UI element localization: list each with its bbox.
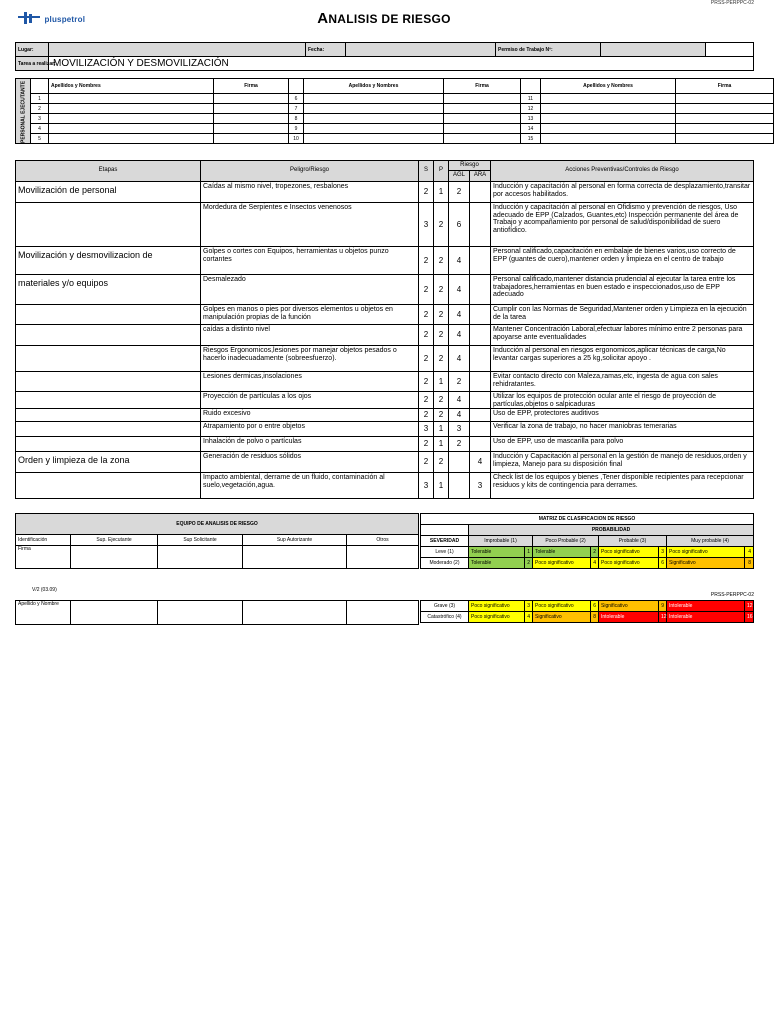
ara-cell — [470, 247, 491, 275]
accion-cell: Inducción y capacitación al personal en Ofidismo y prevención de riesgos, Uso adecuado de EPP (Calzados, Guantes,etc) Inspección permanente del área de Trabajo y acompañamiento por personal de salud/disponibilidad de suero antiofídico. — [491, 203, 754, 247]
matriz-cell-label: Tolerable — [469, 547, 525, 558]
severidad-value: Moderado (2) — [421, 558, 469, 569]
severidad-label: SEVERIDAD — [421, 536, 469, 547]
risk-row — [16, 372, 754, 392]
matriz-cell-label: Poco significativo — [469, 612, 525, 623]
peligro-cell: caídas a distinto nivel — [201, 325, 419, 346]
equipo-col-solicitante: Sup Solicitante — [158, 535, 243, 546]
agl-cell: 4 — [449, 247, 470, 275]
peligro-cell: Riesgos Ergonomicos,lesiones por manejar objetos pesados o hacerlo inadecuadamente (sobreesfuerzo). — [201, 346, 419, 372]
severidad-cell: 2 — [419, 346, 434, 372]
etapa-cell — [16, 203, 201, 247]
personal-table — [15, 78, 774, 144]
risk-row — [16, 422, 754, 437]
col-name-2: Apellidos y Nombres — [304, 79, 444, 94]
matriz-cell-label: Tolerable — [533, 547, 591, 558]
probabilidad-cell: 2 — [434, 452, 449, 473]
peligro-cell: Inhalación de polvo o partículas — [201, 437, 419, 452]
severidad-cell: 2 — [419, 392, 434, 409]
matriz-cell-label: Significativo — [667, 558, 745, 569]
probabilidad-cell: 2 — [434, 392, 449, 409]
matriz-cell-value: 6 — [591, 601, 599, 612]
matriz-table-bottom — [420, 600, 754, 623]
risk-row — [16, 203, 754, 247]
tarea-label: Tarea a realizar: — [16, 57, 49, 71]
risk-row — [16, 409, 754, 422]
ara-cell — [470, 305, 491, 325]
accion-cell: Cumplir con las Normas de Seguridad,Mantener orden y Limpieza en la ejecución de la tarea — [491, 305, 754, 325]
equipo-col-ejecutante: Sup. Ejecutante — [71, 535, 158, 546]
risk-row — [16, 346, 754, 372]
personal-row: 3 8 13 — [16, 114, 774, 124]
ara-cell — [470, 275, 491, 305]
matriz-cell-value: 1 — [525, 547, 533, 558]
probabilidad-cell: 2 — [434, 305, 449, 325]
etapa-cell — [16, 437, 201, 452]
severidad-cell: 2 — [419, 452, 434, 473]
etapa-cell — [16, 422, 201, 437]
accion-cell: Evitar contacto directo con Maleza,ramas,etc, ingesta de agua con sales rehidratantes. — [491, 372, 754, 392]
matriz-row — [421, 612, 754, 623]
matriz-cell-value: 4 — [525, 612, 533, 623]
matriz-cell-label: Poco significativo — [533, 601, 591, 612]
agl-cell: 3 — [449, 422, 470, 437]
page-title: ANALISIS DE RIESGO — [317, 10, 451, 27]
doc-reference-2: PRSS-PERPPC-02 — [710, 592, 754, 598]
risk-table — [15, 160, 754, 499]
col-firma-2: Firma — [444, 79, 521, 94]
ara-cell — [470, 325, 491, 346]
matriz-cell-label: Intolerable — [599, 612, 659, 623]
ara-cell — [470, 346, 491, 372]
ara-cell — [470, 437, 491, 452]
matriz-cell-label: Tolerable — [469, 558, 525, 569]
severidad-cell: 3 — [419, 203, 434, 247]
severidad-cell: 2 — [419, 372, 434, 392]
severidad-cell: 2 — [419, 305, 434, 325]
severidad-cell: 3 — [419, 422, 434, 437]
accion-cell: Inducción y Capacitación al personal en la gestión de manejo de residuos,orden y limpieza, Manejo para su disposición final — [491, 452, 754, 473]
personal-row: 1 6 11 — [16, 94, 774, 104]
etapa-cell: Movilización y desmovilizacion de — [16, 247, 201, 275]
accion-cell: Inducción al personal en riesgos ergonomicos,aplicar técnicas de carga,No levantar cargas superiores a 25 kg,solicitar apoyo . — [491, 346, 754, 372]
severidad-cell: 2 — [419, 409, 434, 422]
col-firma-1: Firma — [214, 79, 289, 94]
matriz-cell-label: Significativo — [599, 601, 659, 612]
lugar-field[interactable] — [49, 43, 306, 57]
etapa-cell — [16, 409, 201, 422]
peligro-cell: Atrapamiento por o entre objetos — [201, 422, 419, 437]
agl-cell: 4 — [449, 275, 470, 305]
matriz-cell-value: 3 — [659, 547, 667, 558]
matriz-cell-value: 4 — [591, 558, 599, 569]
matriz-row — [421, 547, 754, 558]
risk-row — [16, 437, 754, 452]
etapa-cell — [16, 305, 201, 325]
probabilidad-cell: 1 — [434, 372, 449, 392]
apellido-label: Apellido y Nombre — [16, 601, 71, 625]
agl-cell: 4 — [449, 325, 470, 346]
etapa-cell — [16, 372, 201, 392]
agl-cell: 4 — [449, 305, 470, 325]
risk-row — [16, 305, 754, 325]
ara-cell — [470, 392, 491, 409]
matriz-cell-value: 2 — [525, 558, 533, 569]
ara-cell — [470, 422, 491, 437]
severidad-cell: 2 — [419, 182, 434, 203]
severidad-value: Grave (3) — [421, 601, 469, 612]
agl-cell: 2 — [449, 437, 470, 452]
header-etapas: Etapas — [16, 161, 201, 182]
personal-vertical-label: PERSONAL EJECUTANTE — [16, 79, 31, 144]
ara-cell — [470, 372, 491, 392]
equipo-col-identificacion: Identificación — [16, 535, 71, 546]
etapa-cell — [16, 473, 201, 499]
matriz-cell-value: 8 — [745, 558, 754, 569]
accion-cell: Personal calificado,mantener distancia prudencial al ejecutar la tarea entre los trabajadores,herramientas en buen estado e inspeccionados,uso de EPP adecuado — [491, 275, 754, 305]
agl-cell: 2 — [449, 182, 470, 203]
equipo-firma-label: Firma — [16, 546, 71, 569]
agl-cell — [449, 452, 470, 473]
peligro-cell: Proyección de partículas a los ojos — [201, 392, 419, 409]
severidad-cell: 2 — [419, 247, 434, 275]
matriz-row — [421, 558, 754, 569]
peligro-cell: Ruido excesivo — [201, 409, 419, 422]
agl-cell: 4 — [449, 409, 470, 422]
equipo-title: EQUIPO DE ANALISIS DE RIESGO — [16, 514, 419, 535]
matriz-cell-value: 12 — [659, 612, 667, 623]
severidad-cell: 2 — [419, 325, 434, 346]
peligro-cell: Desmalezado — [201, 275, 419, 305]
tarea-field[interactable]: MOVILIZACIÓN Y DESMOVILIZACIÓN — [49, 57, 754, 71]
header-s: S — [419, 161, 434, 182]
risk-row — [16, 325, 754, 346]
accion-cell: Utilizar los equipos de protección ocular ante el riesgo de proyección de partículas,objetos o salpicaduras — [491, 392, 754, 409]
matriz-title: MATRIZ DE CLASIFICACION DE RIESGO — [421, 514, 754, 525]
accion-cell: Mantener Concentración Laboral,efectuar labores mínimo entre 2 personas para apoyarse ante eventualidades — [491, 325, 754, 346]
peligro-cell: Mordedura de Serpientes e Insectos venenosos — [201, 203, 419, 247]
severidad-cell: 2 — [419, 275, 434, 305]
severidad-cell: 3 — [419, 473, 434, 499]
probabilidad-cell: 2 — [434, 203, 449, 247]
logo-text: pluspetrol — [44, 15, 86, 24]
version-label: V/2 (03.09) — [32, 587, 57, 593]
etapa-cell: materiales y/o equipos — [16, 275, 201, 305]
ara-cell — [470, 203, 491, 247]
risk-row — [16, 182, 754, 203]
fecha-field[interactable] — [346, 43, 496, 57]
header-ara: ARA — [470, 171, 491, 182]
matriz-cell-label: Intolerable — [667, 612, 745, 623]
accion-cell: Uso de EPP, uso de mascarilla para polvo — [491, 437, 754, 452]
probabilidad-cell: 2 — [434, 247, 449, 275]
agl-cell: 4 — [449, 392, 470, 409]
header-peligro: Peligro/Riesgo — [201, 161, 419, 182]
accion-cell: Inducción y capacitación al personal en forma correcta de desplazamiento,transitar por accesos habilitados. — [491, 182, 754, 203]
probabilidad-cell: 2 — [434, 409, 449, 422]
probabilidad-cell: 2 — [434, 346, 449, 372]
equipo-col-otros: Otros — [347, 535, 419, 546]
probabilidad-cell: 2 — [434, 325, 449, 346]
personal-row: 2 7 12 — [16, 104, 774, 114]
probabilidad-cell: 1 — [434, 473, 449, 499]
matriz-cell-label: Poco significativo — [533, 558, 591, 569]
peligro-cell: Caídas al mismo nivel, tropezones, resbalones — [201, 182, 419, 203]
matriz-table: MATRIZ DE CLASIFICACION DE RIESGO PROBABILIDAD SEVERIDAD Improbable (1) Poco Probable (2) Probable (3) Muy probable (4) Leve (1) Tolerable 1 Tolerable 2 Poco significativo 3 Poco significativo 4 Moderado (2) Tolerable 2 Poco significativo 4 Poco significativo 6 Significativo 8 — [420, 513, 754, 569]
severidad-value: Catastrófico (4) — [421, 612, 469, 623]
permiso-field[interactable] — [601, 43, 706, 57]
peligro-cell: Impacto ambiental, derrame de un fluido, contaminación al suelo,vegetación,agua. — [201, 473, 419, 499]
matriz-cell-value: 6 — [659, 558, 667, 569]
probabilidad-label: PROBABILIDAD — [469, 525, 754, 536]
fecha-label: Fecha: — [306, 43, 346, 57]
matriz-cell-label: Poco significativo — [469, 601, 525, 612]
ara-cell — [470, 182, 491, 203]
personal-row: 4 9 14 — [16, 124, 774, 134]
matriz-cell-value: 3 — [525, 601, 533, 612]
ara-cell: 4 — [470, 452, 491, 473]
permiso-label: Permiso de Trabajo Nº: — [496, 43, 601, 57]
col-name-1: Apellidos y Nombres — [49, 79, 214, 94]
etapa-cell: Movilización de personal — [16, 182, 201, 203]
header-riesgo: Riesgo — [449, 161, 491, 171]
lugar-label: Lugar: — [16, 43, 49, 57]
matriz-cell-value: 9 — [659, 601, 667, 612]
etapa-cell — [16, 346, 201, 372]
ara-cell: 3 — [470, 473, 491, 499]
personal-row: 5 10 15 — [16, 134, 774, 144]
matriz-cell-label: Poco significativo — [667, 547, 745, 558]
doc-reference: PRSS-PERPPC-02 — [710, 0, 754, 6]
peligro-cell: Golpes o cortes con Equipos, herramientas u objetos punzo cortantes — [201, 247, 419, 275]
matriz-cell-value: 16 — [745, 612, 754, 623]
peligro-cell: Lesiones dermicas,insolaciones — [201, 372, 419, 392]
col-firma-3: Firma — [676, 79, 774, 94]
severidad-cell: 2 — [419, 437, 434, 452]
ara-cell — [470, 409, 491, 422]
etapa-cell — [16, 392, 201, 409]
matriz-row — [421, 601, 754, 612]
risk-row — [16, 275, 754, 305]
matriz-cell-label: Significativo — [533, 612, 591, 623]
header-acciones: Acciones Preventivas/Controles de Riesgo — [491, 161, 754, 182]
header-p: P — [434, 161, 449, 182]
equipo-col-autorizante: Sup Autorizante — [243, 535, 347, 546]
matriz-cell-value: 12 — [745, 601, 754, 612]
matriz-cell-label: Poco significativo — [599, 547, 659, 558]
agl-cell — [449, 473, 470, 499]
agl-cell: 2 — [449, 372, 470, 392]
etapa-cell — [16, 325, 201, 346]
accion-cell: Verificar la zona de trabajo, no hacer maniobras temerarias — [491, 422, 754, 437]
agl-cell: 4 — [449, 346, 470, 372]
apellido-table — [15, 600, 419, 625]
header-agl: AGL — [449, 171, 470, 182]
probabilidad-cell: 1 — [434, 437, 449, 452]
etapa-cell: Orden y limpieza de la zona — [16, 452, 201, 473]
risk-row — [16, 473, 754, 499]
probabilidad-cell: 1 — [434, 182, 449, 203]
accion-cell: Personal calificado,capacitación en embalaje de bienes varios,uso correcto de EPP (guantes de cuero),mantener orden y limpieza en el centro de trabajo — [491, 247, 754, 275]
info-table — [15, 42, 754, 71]
matriz-cell-label: Poco significativo — [599, 558, 659, 569]
equipo-table — [15, 513, 419, 569]
col-name-3: Apellidos y Nombres — [541, 79, 676, 94]
accion-cell: Check list de los equipos y bienes ,Tener disponible recipientes para recepcionar residuos y kits de contingencia para derrames. — [491, 473, 754, 499]
peligro-cell: Golpes en manos o pies por diversos elementos u objetos en manipulación propias de la función — [201, 305, 419, 325]
risk-row — [16, 392, 754, 409]
risk-row — [16, 247, 754, 275]
accion-cell: Uso de EPP, protectores auditivos — [491, 409, 754, 422]
probabilidad-cell: 1 — [434, 422, 449, 437]
probabilidad-cell: 2 — [434, 275, 449, 305]
matriz-cell-value: 2 — [591, 547, 599, 558]
matriz-cell-label: Intolerable — [667, 601, 745, 612]
matriz-cell-value: 4 — [745, 547, 754, 558]
peligro-cell: Generación de residuos sólidos — [201, 452, 419, 473]
risk-row — [16, 452, 754, 473]
agl-cell: 6 — [449, 203, 470, 247]
severidad-value: Leve (1) — [421, 547, 469, 558]
matriz-cell-value: 8 — [591, 612, 599, 623]
